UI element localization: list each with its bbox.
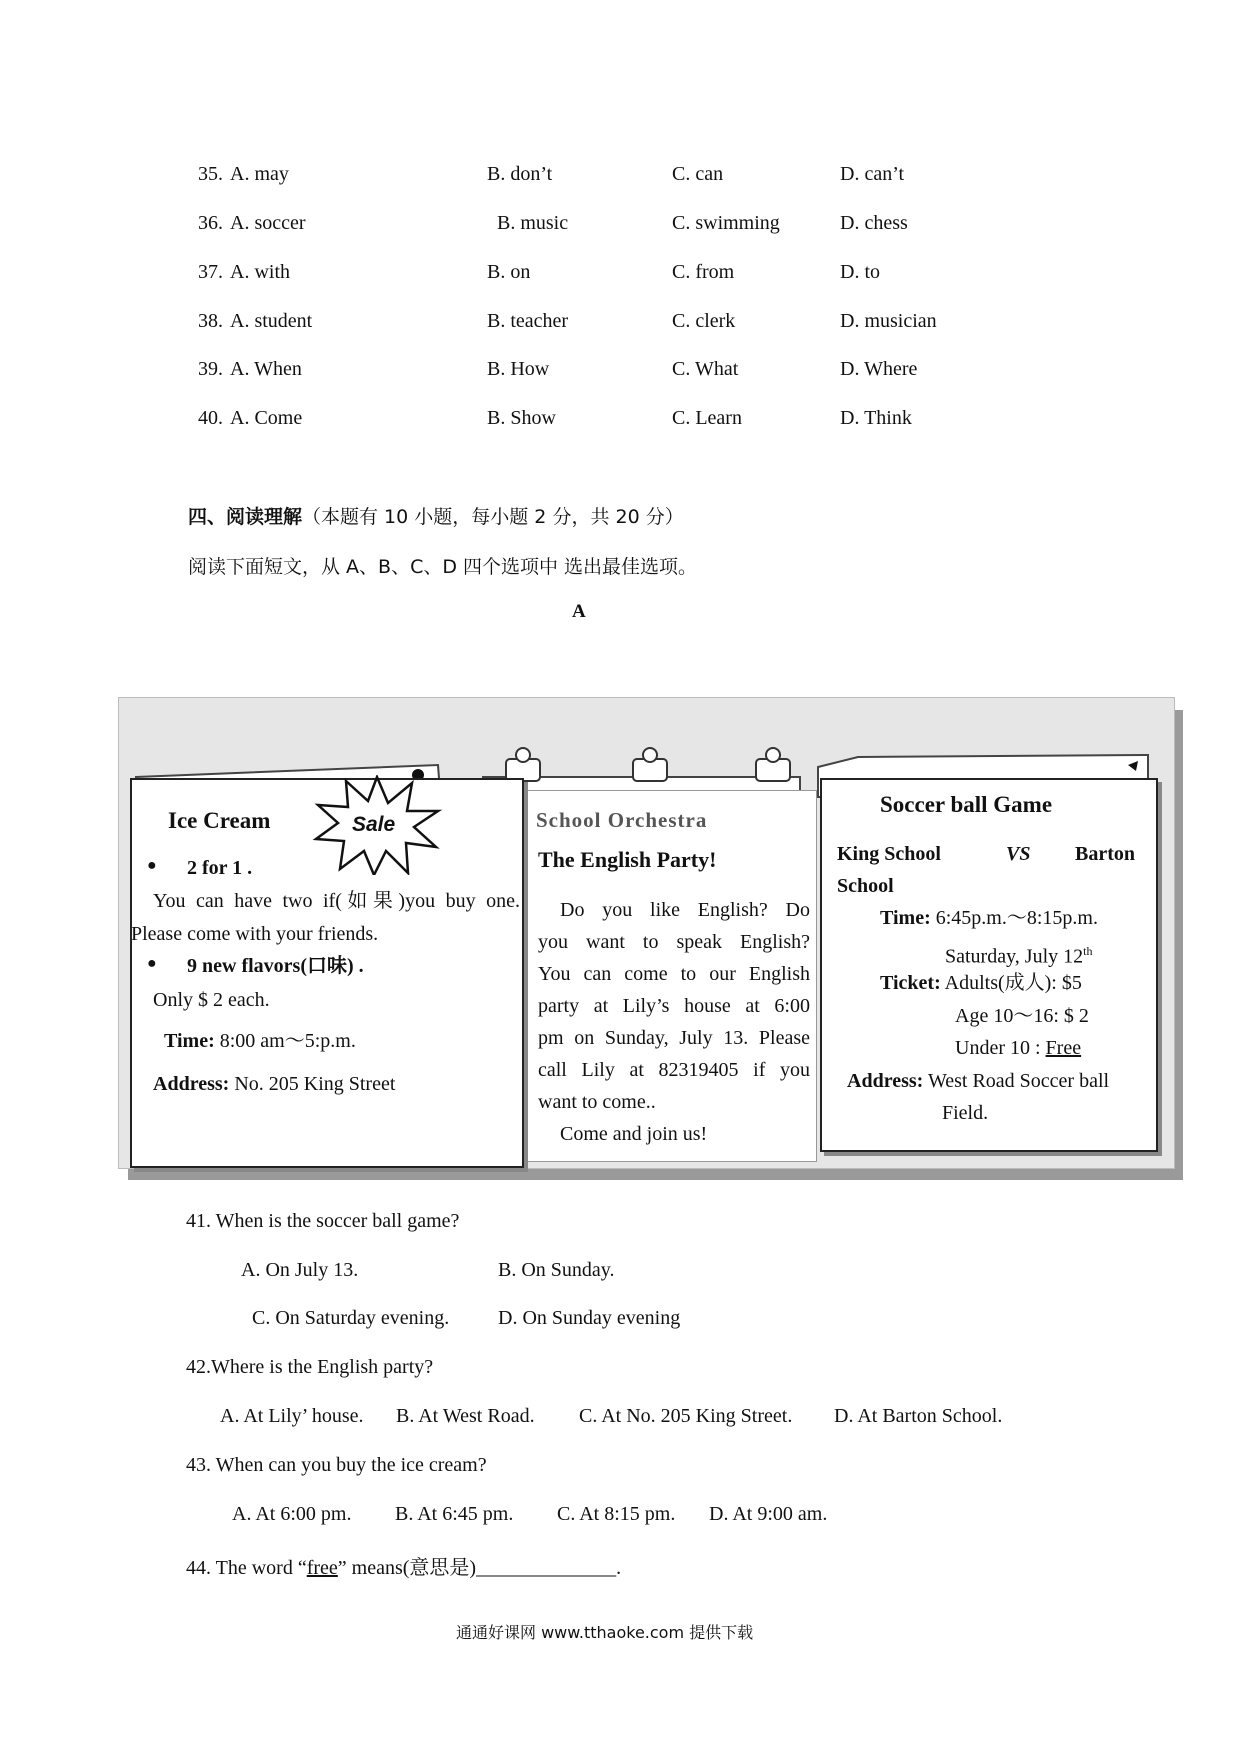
bullet-icon: ● [147,955,157,972]
time-label: Time: [164,1030,215,1052]
party-line: party at Lily’s house at 6:00 [538,995,810,1017]
option-40-c: C. Learn [672,407,742,429]
party-line: Come and join us! [560,1123,708,1145]
option-35-b: B. don’t [487,163,553,185]
party-body [538,894,810,1150]
q42-option-c: C. At No. 205 King Street. [579,1405,793,1427]
option-40-a: A. Come [230,407,303,429]
ice-cream-line1: You can have two if(如果)you buy one. [153,890,520,912]
date-text: Saturday, July 12 [945,945,1084,968]
ticket-free: Free [1045,1037,1082,1059]
address-label: Address: [153,1073,230,1095]
soccer-team1: King School [837,843,941,865]
question-42: 42.Where is the English party? [186,1356,434,1378]
option-37-d: D. to [840,261,880,283]
section-title: 四、阅读理解 [188,506,303,528]
q42-option-a: A. At Lily’ house. [220,1405,364,1427]
ticket-under [955,1032,1081,1064]
option-40-num: 40. [198,407,223,429]
orchestra-title: School Orchestra [536,808,708,828]
q41-option-c: C. On Saturday evening. [252,1307,450,1329]
soccer-time [880,902,1098,934]
option-35-c: C. can [672,163,724,185]
time-label: Time: [880,907,931,929]
clip-ring-icon [643,748,657,762]
q43-option-b: B. At 6:45 pm. [395,1503,514,1525]
ticket-adults: Adults(成人): $5 [944,972,1082,994]
q43-option-a: A. At 6:00 pm. [232,1503,352,1525]
clip-ring-icon [766,748,780,762]
sale-badge: Sale [352,813,396,836]
q42-option-b: B. At West Road. [396,1405,535,1427]
section-heading [188,502,684,529]
q44-prefix: 44. The word “ [186,1557,307,1579]
address-label: Address: [847,1070,924,1092]
ticket-label: Ticket: [880,972,941,994]
q41-option-b: B. On Sunday. [498,1259,615,1281]
q41-option-a: A. On July 13. [241,1259,359,1281]
party-line: Do you like English? Do [560,899,810,921]
party-line: call Lily at 82319405 if you [538,1059,810,1081]
question-41: 41. When is the soccer ball game? [186,1210,460,1232]
question-43: 43. When can you buy the ice cream? [186,1454,487,1476]
address-value: No. 205 King Street [234,1073,396,1095]
ice-cream-line2: Please come with your friends. [131,923,379,945]
passage-label: A [572,601,586,622]
party-line: pm on Sunday, July 13. Please [538,1027,810,1049]
option-37-a: A. with [230,261,290,283]
option-36-num: 36. [198,212,223,234]
time-value: 8:00 am～5:p.m. [219,1030,356,1052]
question-44 [186,1551,621,1580]
option-39-num: 39. [198,358,223,380]
ice-cream-point2: 9 new flavors(口味) . [187,955,364,977]
soccer-ticket [880,967,1082,999]
time-value: 6:45p.m.～8:15p.m. [935,907,1098,929]
soccer-team2-b: School [837,875,894,897]
date-suffix: th [1083,944,1093,958]
option-35-a: A. may [230,163,289,185]
option-39-d: D. Where [840,358,918,380]
ice-cream-title: Ice Cream [168,808,271,833]
option-38-d: D. musician [840,310,937,332]
q42-option-d: D. At Barton School. [834,1405,1003,1427]
soccer-address-2: Field. [942,1102,989,1124]
address-value: West Road Soccer ball [927,1070,1110,1092]
page-footer: 通通好课网 www.tthaoke.com 提供下载 [456,1623,754,1642]
ice-cream-price: Only $ 2 each. [153,989,270,1011]
option-38-num: 38. [198,310,223,332]
option-37-num: 37. [198,261,223,283]
soccer-team2-a: Barton [1075,843,1135,865]
option-38-a: A. student [230,310,313,332]
party-line: want to come.. [538,1091,656,1113]
option-36-d: D. chess [840,212,908,234]
option-38-b: B. teacher [487,310,569,332]
option-38-c: C. clerk [672,310,736,332]
option-39-a: A. When [230,358,302,380]
ice-cream-address [153,1068,395,1100]
bullet-icon: ● [147,857,157,874]
soccer-vs: VS [1006,843,1031,865]
q44-word: free [306,1557,338,1579]
party-line: You can come to our English [538,963,810,985]
party-title: The English Party! [538,847,717,872]
ice-cream-point1: 2 for 1 . [187,857,253,879]
option-40-b: B. Show [487,407,556,429]
ticket-age: Age 10～16: $ 2 [955,1005,1089,1027]
ice-cream-time [164,1025,356,1057]
q44-suffix: ” means(意思是)______________. [337,1557,622,1579]
option-35-d: D. can’t [840,163,905,185]
option-40-d: D. Think [840,407,912,429]
option-36-b: B. music [497,212,569,234]
option-39-b: B. How [487,358,550,380]
q43-option-d: D. At 9:00 am. [709,1503,828,1525]
option-36-a: A. soccer [230,212,306,234]
option-35-num: 35. [198,163,223,185]
option-37-c: C. from [672,261,735,283]
clip-ring-icon [516,748,530,762]
party-line: you want to speak English? [538,931,810,953]
soccer-address [847,1065,1109,1097]
section-instruction: 阅读下面短文，从 A、B、C、D 四个选项中 选出最佳选项。 [188,556,698,578]
q43-option-c: C. At 8:15 pm. [557,1503,676,1525]
soccer-title: Soccer ball Game [880,792,1053,817]
option-39-c: C. What [672,358,739,380]
q41-option-d: D. On Sunday evening [498,1307,681,1329]
option-36-c: C. swimming [672,212,780,234]
ticket-under-prefix: Under 10 : [955,1037,1046,1059]
section-note: （本题有 10 小题，每小题 2 分，共 20 分） [302,506,684,528]
option-37-b: B. on [487,261,531,283]
